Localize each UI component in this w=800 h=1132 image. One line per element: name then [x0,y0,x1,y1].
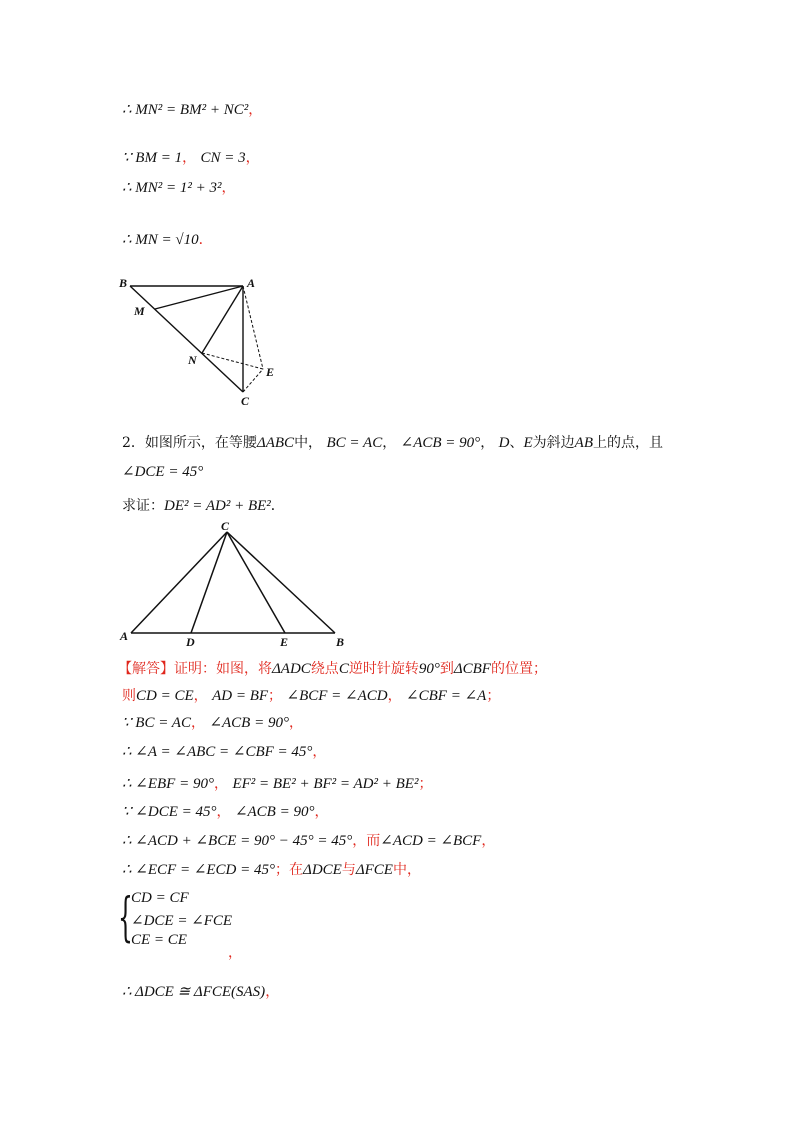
math-expr: ∴ MN = √10 [122,232,199,248]
text: 逆时针旋转 [348,661,419,677]
eq-line-4 [122,230,213,250]
eq-line-2 [122,148,260,168]
segment-MA [155,286,243,309]
solution-step-7 [122,860,421,880]
punct: ． [198,232,213,248]
problem-2-prove [122,496,285,516]
text: 如图所示，在等腰 [144,435,257,451]
system-line-1: CD = CF [131,890,189,906]
math-expr: DE² = AD² + BE² [164,498,271,514]
math-expr: ∴ ∠ECF = ∠ECD = 45° [122,862,276,878]
punct: ， [312,744,327,760]
punct: ， [182,150,197,166]
problem-2-statement [122,433,663,453]
figure-1-diagram [110,272,290,412]
dashed-AE [243,286,263,369]
punct: ， [480,435,495,451]
solution-step-6 [122,831,495,851]
problem-number: 2． [122,435,145,451]
text: 证明：如图，将 [174,661,272,677]
math-expr: ΔADC [272,661,311,677]
system-line-3: CE = CE [131,932,187,948]
text: 到 [439,661,454,677]
punct: ， [248,102,263,118]
punct: ， [382,435,397,451]
math-expr: CN = 3 [200,150,246,166]
text: 的位置； [490,661,547,677]
math-expr: EF² = BE² + BF² = AD² + BE² [232,776,419,792]
math-expr: ∠ACB = 90° [234,804,315,820]
math-expr: ΔDCE [303,862,342,878]
punct: ， [216,804,231,820]
text: ，而 [352,833,381,849]
segment-EC [227,532,285,633]
text: 上的点，且 [592,435,663,451]
punct: ， [193,688,208,704]
solution-intro [118,659,547,679]
solution-step-8 [122,982,279,1002]
punct: 、 [509,435,524,451]
system-brace: { [118,888,133,948]
label-D: D [186,635,195,648]
dashed-CE [243,369,263,392]
math-expr: ∴ ∠A = ∠ABC = ∠CBF = 45° [122,744,313,760]
math-expr: ΔFCE [355,862,393,878]
problem-2-condition [122,462,203,482]
punct: ， [314,804,329,820]
text: 为斜边 [532,435,575,451]
text: 中， [392,862,421,878]
math-expr: ∴ ∠EBF = 90° [122,776,214,792]
math-expr: AD = BF [212,688,269,704]
label-M: M [134,304,145,318]
math-expr: ∠ACD = ∠BCF [380,833,482,849]
label-C: C [241,394,250,408]
math-expr: ∠BCF = ∠ACD [286,688,388,704]
text: ；在 [275,862,304,878]
label-E: E [280,635,289,648]
punct: ； [418,776,433,792]
label-A: A [120,629,129,643]
math-expr: ∵ ∠DCE = 45° [122,804,217,820]
segment-AC [131,532,227,633]
text: 绕点 [310,661,339,677]
math-expr: C [338,661,349,677]
math-expr: ∠DCE = 45° [122,464,204,480]
solution-step-1 [122,686,500,706]
punct: ； [486,688,501,704]
punct: ， [245,150,260,166]
math-expr: ∵ BC = AC [122,715,191,731]
punct: ， [265,984,280,1000]
math-expr: E [523,435,533,451]
math-expr: ∴ ∠ACD + ∠BCE = 90° − 45° = 45° [122,833,353,849]
prove-label: 求证： [122,498,164,514]
system-line-2: ∠DCE = ∠FCE [131,913,233,929]
punct: ； [268,688,283,704]
math-expr: ∠CBF = ∠A [406,688,487,704]
label-B: B [119,276,128,290]
punct: ， [387,688,402,704]
math-expr: ∴ ΔDCE ≅ ΔFCE(SAS) [122,984,266,1000]
punct: ， [213,776,228,792]
text: 中， [294,435,323,451]
math-expr: ∵ BM = 1 [122,150,183,166]
solution-tag: 【解答】 [118,661,174,677]
figure-2-diagram [115,518,355,648]
punct: ， [221,180,236,196]
math-expr: ∠ACB = 90° [400,435,481,451]
text: 则 [122,688,136,704]
segment-BC [130,286,243,392]
label-C: C [221,519,230,533]
system-punct: ， [228,945,242,961]
dashed-NE [202,353,263,369]
math-expr: CD = CE [136,688,194,704]
math-expr: BC = AC [326,435,383,451]
math-expr: ΔABC [256,435,295,451]
math-expr: D [498,435,510,451]
math-expr: 90° [418,661,440,677]
text: 与 [341,862,356,878]
punct: ， [288,715,303,731]
math-expr: ∴ MN² = BM² + NC² [122,102,249,118]
punct: ， [481,833,496,849]
solution-step-3 [122,742,326,762]
solution-step-4 [122,774,432,794]
eq-line-1 [122,100,262,120]
math-expr: AB [574,435,593,451]
segment-DC [191,532,227,633]
segment-BC [227,532,335,633]
math-expr: ∴ MN² = 1² + 3² [122,180,222,196]
label-E: E [266,365,275,379]
solution-step-5 [122,802,328,822]
punct: ， [190,715,205,731]
label-A: A [247,276,256,290]
eq-line-3 [122,178,236,198]
label-B: B [336,635,345,648]
math-expr: ∠ACB = 90° [209,715,289,731]
solution-step-2 [122,713,303,733]
label-N: N [188,353,197,367]
segment-NA [202,286,243,353]
math-expr: ΔCBF [453,661,491,677]
punct: ． [270,498,285,514]
